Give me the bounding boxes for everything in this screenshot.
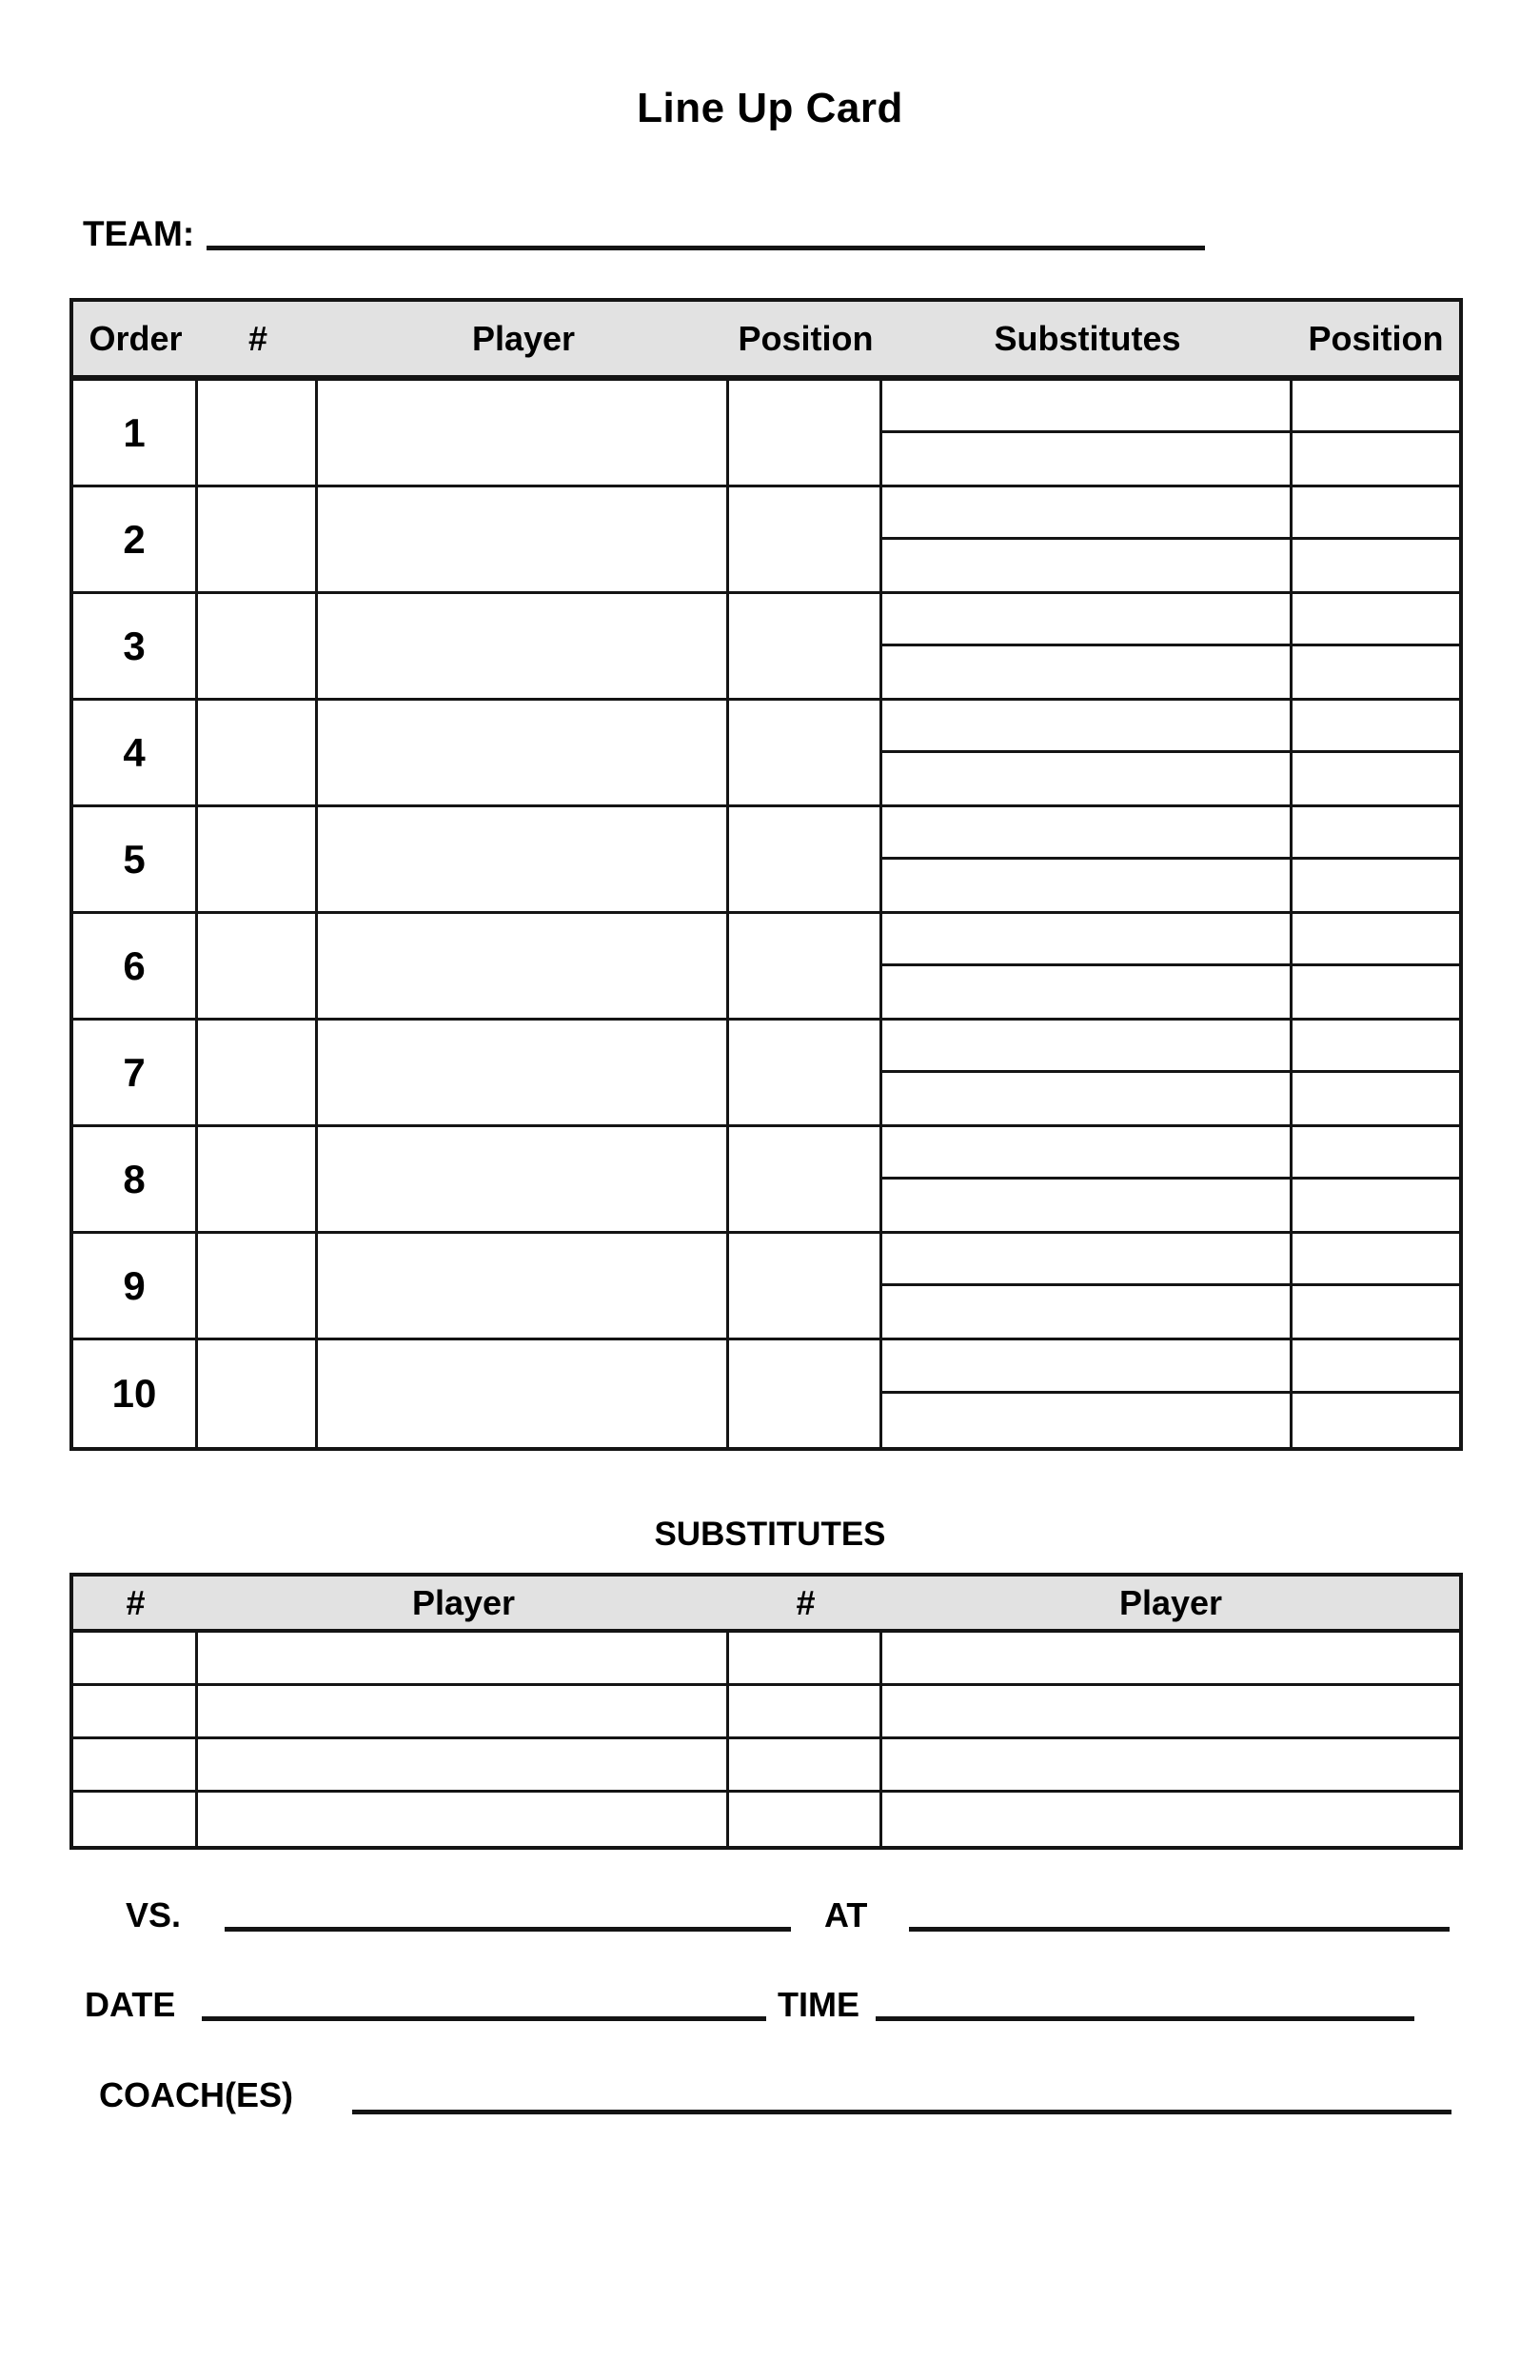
substitutes-table	[69, 1573, 1463, 1850]
substitute-position-cell[interactable]	[1293, 1394, 1459, 1447]
sub-column-header-player-left: Player	[411, 1582, 516, 1622]
substitute-name-cell[interactable]	[882, 807, 1293, 860]
column-header-position: Position	[738, 318, 874, 358]
substitute-position-cell[interactable]	[1293, 1286, 1459, 1339]
substitute-position-cell[interactable]	[1293, 860, 1459, 912]
substitute-name-cell[interactable]	[882, 433, 1293, 486]
position-cell[interactable]	[729, 1127, 882, 1231]
lineup-row	[73, 807, 1459, 914]
lineup-row	[73, 914, 1459, 1021]
substitute-position-cell[interactable]	[1293, 594, 1459, 646]
order-cell: 4	[73, 701, 198, 804]
substitute-name-cell[interactable]	[882, 966, 1293, 1019]
jersey-number-cell[interactable]	[198, 1234, 318, 1338]
player-name-cell[interactable]	[318, 1234, 729, 1338]
position-cell[interactable]	[729, 807, 882, 911]
sub-player-cell[interactable]	[198, 1686, 729, 1736]
lineup-row	[73, 381, 1459, 487]
order-cell: 3	[73, 594, 198, 698]
position-cell[interactable]	[729, 1340, 882, 1447]
player-name-cell[interactable]	[318, 1127, 729, 1231]
substitute-name-cell[interactable]	[882, 701, 1293, 753]
substitute-position-cell[interactable]	[1293, 807, 1459, 860]
column-header-substitutes: Substitutes	[994, 318, 1181, 358]
column-header-player: Player	[471, 318, 576, 358]
sub-player-cell[interactable]	[882, 1739, 1459, 1790]
substitute-name-cell[interactable]	[882, 1021, 1293, 1073]
order-cell: 8	[73, 1127, 198, 1231]
column-header-order: Order	[89, 318, 183, 358]
substitute-position-cell[interactable]	[1293, 646, 1459, 699]
page-title: Line Up Card	[637, 85, 903, 131]
substitutes-row	[73, 1686, 1459, 1739]
substitute-name-cell[interactable]	[882, 487, 1293, 540]
substitute-position-cell[interactable]	[1293, 1073, 1459, 1125]
substitute-name-cell[interactable]	[882, 1340, 1293, 1394]
substitute-position-cell[interactable]	[1293, 966, 1459, 1019]
position-cell[interactable]	[729, 381, 882, 485]
substitute-name-cell[interactable]	[882, 1234, 1293, 1286]
substitutes-row	[73, 1793, 1459, 1846]
substitute-name-cell[interactable]	[882, 540, 1293, 592]
sub-number-cell[interactable]	[73, 1739, 198, 1790]
sub-number-cell[interactable]	[73, 1686, 198, 1736]
lineup-table-header	[73, 302, 1459, 381]
vs-label: VS.	[126, 1895, 182, 1934]
order-cell: 1	[73, 381, 198, 485]
sub-column-header-number-right: #	[796, 1582, 816, 1622]
substitute-position-cell[interactable]	[1293, 1234, 1459, 1286]
coaches-input-line[interactable]	[352, 2110, 1451, 2114]
player-name-cell[interactable]	[318, 594, 729, 698]
substitute-name-cell[interactable]	[882, 1394, 1293, 1447]
time-input-line[interactable]	[876, 2016, 1414, 2021]
sub-player-cell[interactable]	[882, 1633, 1459, 1683]
position-cell[interactable]	[729, 1021, 882, 1124]
coaches-label: COACH(ES)	[99, 2075, 293, 2114]
substitute-position-cell[interactable]	[1293, 1180, 1459, 1232]
lineup-row	[73, 1127, 1459, 1234]
jersey-number-cell[interactable]	[198, 701, 318, 804]
lineup-row	[73, 487, 1459, 594]
sub-player-cell[interactable]	[198, 1793, 729, 1846]
order-cell: 2	[73, 487, 198, 591]
sub-column-header-number-left: #	[126, 1582, 146, 1622]
position-cell[interactable]	[729, 914, 882, 1018]
at-input-line[interactable]	[909, 1927, 1450, 1932]
jersey-number-cell[interactable]	[198, 807, 318, 911]
sub-player-cell[interactable]	[198, 1633, 729, 1683]
order-cell: 5	[73, 807, 198, 911]
time-label: TIME	[778, 1985, 859, 2024]
position-cell[interactable]	[729, 701, 882, 804]
vs-input-line[interactable]	[225, 1927, 791, 1932]
lineup-row	[73, 1340, 1459, 1447]
substitute-position-cell[interactable]	[1293, 753, 1459, 805]
sub-player-cell[interactable]	[882, 1793, 1459, 1846]
sub-number-cell[interactable]	[73, 1793, 198, 1846]
jersey-number-cell[interactable]	[198, 1340, 318, 1447]
sub-number-cell[interactable]	[73, 1633, 198, 1683]
jersey-number-cell[interactable]	[198, 1127, 318, 1231]
sub-number-cell[interactable]	[729, 1739, 882, 1790]
substitute-name-cell[interactable]	[882, 381, 1293, 433]
lineup-table	[69, 298, 1463, 1451]
substitute-name-cell[interactable]	[882, 1180, 1293, 1232]
player-name-cell[interactable]	[318, 381, 729, 485]
substitute-name-cell[interactable]	[882, 1073, 1293, 1125]
substitute-position-cell[interactable]	[1293, 701, 1459, 753]
at-label: AT	[824, 1895, 868, 1934]
jersey-number-cell[interactable]	[198, 487, 318, 591]
column-header-number: #	[247, 318, 268, 358]
substitute-position-cell[interactable]	[1293, 1127, 1459, 1180]
substitute-position-cell[interactable]	[1293, 381, 1459, 433]
lineup-row	[73, 1021, 1459, 1127]
sub-player-cell[interactable]	[198, 1739, 729, 1790]
player-name-cell[interactable]	[318, 1021, 729, 1124]
substitutes-table-header	[73, 1577, 1459, 1633]
order-cell: 10	[73, 1340, 198, 1447]
player-name-cell[interactable]	[318, 1340, 729, 1447]
team-input-line[interactable]	[207, 246, 1205, 250]
player-name-cell[interactable]	[318, 807, 729, 911]
team-label: TEAM:	[83, 214, 195, 253]
substitute-name-cell[interactable]	[882, 646, 1293, 699]
sub-number-cell[interactable]	[729, 1793, 882, 1846]
substitutes-row	[73, 1739, 1459, 1793]
substitute-name-cell[interactable]	[882, 860, 1293, 912]
substitute-name-cell[interactable]	[882, 914, 1293, 966]
substitutes-heading: SUBSTITUTES	[654, 1516, 886, 1553]
sub-number-cell[interactable]	[729, 1633, 882, 1683]
substitute-name-cell[interactable]	[882, 1286, 1293, 1339]
position-cell[interactable]	[729, 594, 882, 698]
substitute-name-cell[interactable]	[882, 594, 1293, 646]
sub-column-header-player-right: Player	[1118, 1582, 1223, 1622]
substitute-name-cell[interactable]	[882, 1127, 1293, 1180]
substitute-position-cell[interactable]	[1293, 540, 1459, 592]
date-input-line[interactable]	[202, 2016, 766, 2021]
jersey-number-cell[interactable]	[198, 914, 318, 1018]
substitute-position-cell[interactable]	[1293, 914, 1459, 966]
position-cell[interactable]	[729, 1234, 882, 1338]
jersey-number-cell[interactable]	[198, 381, 318, 485]
lineup-row	[73, 1234, 1459, 1340]
date-label: DATE	[85, 1985, 176, 2024]
jersey-number-cell[interactable]	[198, 1021, 318, 1124]
substitute-position-cell[interactable]	[1293, 1021, 1459, 1073]
jersey-number-cell[interactable]	[198, 594, 318, 698]
substitutes-row	[73, 1633, 1459, 1686]
player-name-cell[interactable]	[318, 914, 729, 1018]
order-cell: 7	[73, 1021, 198, 1124]
player-name-cell[interactable]	[318, 487, 729, 591]
order-cell: 6	[73, 914, 198, 1018]
sub-player-cell[interactable]	[882, 1686, 1459, 1736]
sub-number-cell[interactable]	[729, 1686, 882, 1736]
substitute-position-cell[interactable]	[1293, 433, 1459, 486]
lineup-row	[73, 594, 1459, 701]
column-header-sub-position: Position	[1308, 318, 1444, 358]
substitute-position-cell[interactable]	[1293, 487, 1459, 540]
player-name-cell[interactable]	[318, 701, 729, 804]
substitute-position-cell[interactable]	[1293, 1340, 1459, 1394]
lineup-row	[73, 701, 1459, 807]
position-cell[interactable]	[729, 487, 882, 591]
order-cell: 9	[73, 1234, 198, 1338]
substitute-name-cell[interactable]	[882, 753, 1293, 805]
